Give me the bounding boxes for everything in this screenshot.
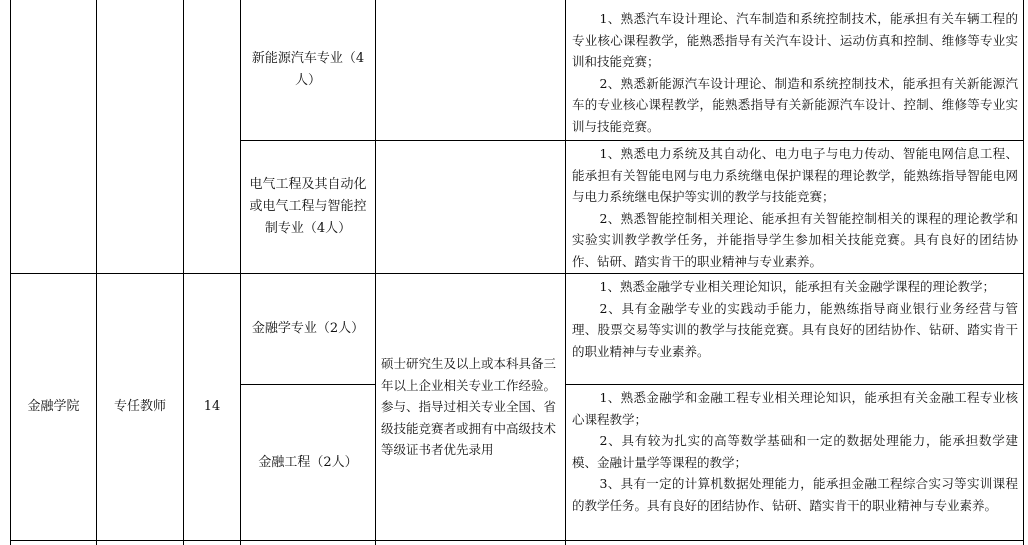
major-name: 电气工程及其自动化或电气工程与智能控制专业（4人） xyxy=(249,177,367,236)
major-name: 金融工程（2人） xyxy=(258,454,358,470)
major-name-cell xyxy=(246,141,370,273)
requirement-item: 1、熟悉汽车设计理论、汽车制造和系统控制技术，能承担有关车辆工程的专业核心课程教学，能熟悉指导有关汽车设计、运动仿真和控制、维修等专业实训和技能竞赛； xyxy=(572,11,1018,69)
college-cell xyxy=(11,274,96,540)
requirement-item: 1、熟悉金融学和金融工程专业相关理论知识，能承担有关金融工程专业核心课程教学； xyxy=(572,390,1018,427)
major-name-cell xyxy=(246,385,370,540)
requirements-cell xyxy=(572,387,1018,516)
college-name: 金融学院 xyxy=(27,399,80,414)
requirements-cell xyxy=(572,143,1018,272)
requirements-cell xyxy=(572,276,1018,362)
qualification-cell xyxy=(381,274,561,540)
headcount: 14 xyxy=(203,399,221,414)
grid-line xyxy=(10,540,1024,541)
requirements-cell xyxy=(572,8,1018,137)
major-name-cell xyxy=(246,0,370,140)
requirement-item: 2、具有金融学专业的实践动手能力，能熟练指导商业银行业务经营与管理、股票交易等实训的教学与技能竞赛。具有良好的团结协作、钻研、踏实肯干的职业精神与专业素养。 xyxy=(572,300,1018,359)
major-name: 金融学专业（2人） xyxy=(251,321,365,336)
requirement-item: 1、熟悉电力系统及其自动化、电力电子与电力传动、智能电网信息工程、能承担有关智能电网与电力系统继电保护课程的理论教学，能熟练指导智能电网与电力系统继电保护等实训的教学与技能竞赛； xyxy=(572,146,1018,204)
position-name: 专任教师 xyxy=(113,399,166,414)
major-name-cell xyxy=(246,274,370,384)
major-name: 新能源汽车专业（4人） xyxy=(251,51,365,88)
count-cell xyxy=(184,274,240,540)
requirement-item: 3、具有一定的计算机数据处理能力，能承担金融工程综合实习等实训课程的教学任务。具有良好的团结协作、钻研、踏实肯干的职业精神与专业素养。 xyxy=(572,476,1018,513)
qualification-text: 硕士研究生及以上或本科具备三年以上企业相关专业工作经验。参与、指导过相关专业全国、省级技能竞赛者或拥有中高级技术等级证书者优先录用 xyxy=(381,356,557,458)
requirement-item: 1、熟悉金融学专业相关理论知识，能承担有关金融学课程的理论教学； xyxy=(599,279,995,294)
requirement-item: 2、熟悉新能源汽车设计理论、制造和系统控制技术，能承担有关新能源汽车的专业核心课程教学，能熟悉指导有关新能源汽车设计、控制、维修等专业实训与技能竞赛。 xyxy=(572,75,1018,134)
requirement-item: 2、熟悉智能控制相关理论、能承担有关智能控制相关的课程的理论教学和实验实训教学教学任务，并能指导学生参加相关技能竞赛。具有良好的团结协作、钻研、踏实肯干的职业精神与专业素养。 xyxy=(572,210,1018,269)
position-cell xyxy=(97,274,183,540)
requirement-item: 2、具有较为扎实的高等数学基础和一定的数据处理能力，能承担数学建模、金融计量学等课程的教学； xyxy=(572,433,1018,470)
grid-line xyxy=(565,384,1024,385)
